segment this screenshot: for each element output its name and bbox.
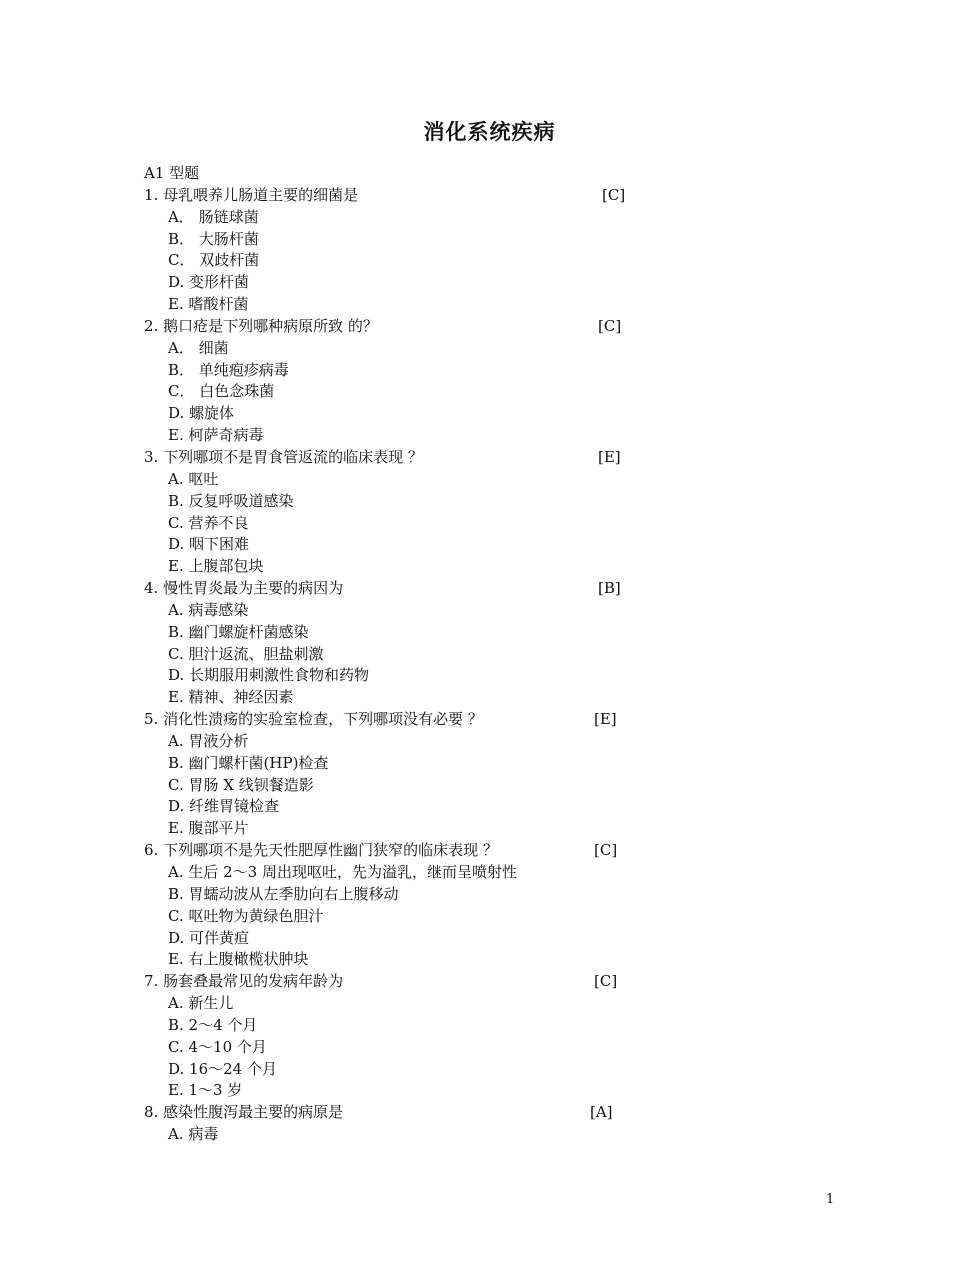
option-item: B. 幽门螺旋杆菌感染 [168,622,309,641]
option-item: C. 营养不良 [168,513,249,532]
option-item: D. 变形杆菌 [168,273,250,292]
answer-key: [A] [590,1103,613,1122]
option-item: C． 白色念珠菌 [168,382,275,401]
question-7 [144,971,664,993]
question-text: 5. 消化性溃疡的实验室检查，下列哪项没有必要 ？ [144,710,483,729]
question-text: 6. 下列哪项不是先天性肥厚性幽门狭窄的临床表现 ？ [144,841,498,860]
answer-key: [C] [594,972,618,991]
option-item: B. 2～4 个月 [168,1015,258,1034]
option-item: B. 胃蠕动波从左季肋向右上腹移动 [168,884,399,903]
option-item: A. 胃液分析 [168,731,249,750]
option-item: B． 大肠杆菌 [168,229,259,248]
option-item: C. 胃肠 X 线钡餐造影 [168,775,314,794]
option-item: D. 纤维胃镜检查 [168,797,280,816]
option-item: E. 右上腹橄榄状肿块 [168,950,309,969]
option-item: E. 嗜酸杆菌 [168,295,249,314]
section-heading: A1 型题 [144,164,200,182]
option-item: D. 咽下困难 [168,535,250,554]
question-5 [144,709,664,731]
question-text: 1. 母乳喂养儿肠道主要的细菌是 [144,185,359,204]
option-item: B. 反复呼吸道感染 [168,491,294,510]
answer-key: [C] [598,316,622,335]
question-text: 7. 肠套叠最常见的发病年龄为 [144,972,344,991]
option-item: A. 病毒 [168,1125,219,1144]
option-item: D. 16～24 个月 [168,1059,277,1078]
answer-key: [E] [598,447,621,466]
page-number: 1 [826,1192,835,1207]
option-item: A. 呕吐 [168,469,219,488]
option-item: D. 螺旋体 [168,404,235,423]
option-item: E. 腹部平片 [168,819,249,838]
page-title: 消化系统疾病 [423,119,556,144]
question-list [144,163,664,1146]
answer-key: [B] [598,579,621,598]
question-1 [144,185,664,207]
option-item: A. 生后 2～3 周出现呕吐，先为溢乳，继而呈喷射性 [168,863,517,881]
question-8 [144,1102,664,1124]
option-item: B. 幽门螺杆菌(HP)检查 [168,753,329,772]
question-4 [144,578,664,600]
option-item: A. 病毒感染 [168,600,249,619]
question-6 [144,840,664,862]
option-item: D. 可伴黄疸 [168,928,250,947]
answer-key: [E] [594,710,617,729]
option-item: E. 精神、神经因素 [168,688,294,707]
option-item: C. 4～10 个月 [168,1037,267,1056]
option-item: D. 长期服用刺激性食物和药物 [168,666,370,685]
option-item: A． 细菌 [168,338,229,357]
option-item: C． 双歧杆菌 [168,251,260,270]
question-text: 2. 鹅口疮是下列哪种病原所致 的？ [144,316,378,335]
question-3 [144,447,664,469]
question-text: 4. 慢性胃炎最为主要的病因为 [144,579,344,598]
option-item: A． 肠链球菌 [168,207,259,226]
answer-key: [C] [594,841,618,860]
question-text: 3. 下列哪项不是胃食管返流的临床表现 ？ [144,447,423,466]
option-item: B． 单纯疱疹病毒 [168,360,289,379]
option-item: C. 胆汁返流、胆盐刺激 [168,644,324,663]
option-item: E. 柯萨奇病毒 [168,426,264,445]
option-item: E. 上腹部包块 [168,557,264,576]
question-2 [144,316,664,338]
option-item: C. 呕吐物为黄绿色胆汁 [168,906,324,925]
answer-key: [C] [602,185,626,204]
option-item: A. 新生儿 [168,994,234,1013]
option-item: E. 1～3 岁 [168,1081,243,1100]
question-text: 8. 感染性腹泻最主要的病原是 [144,1103,344,1122]
